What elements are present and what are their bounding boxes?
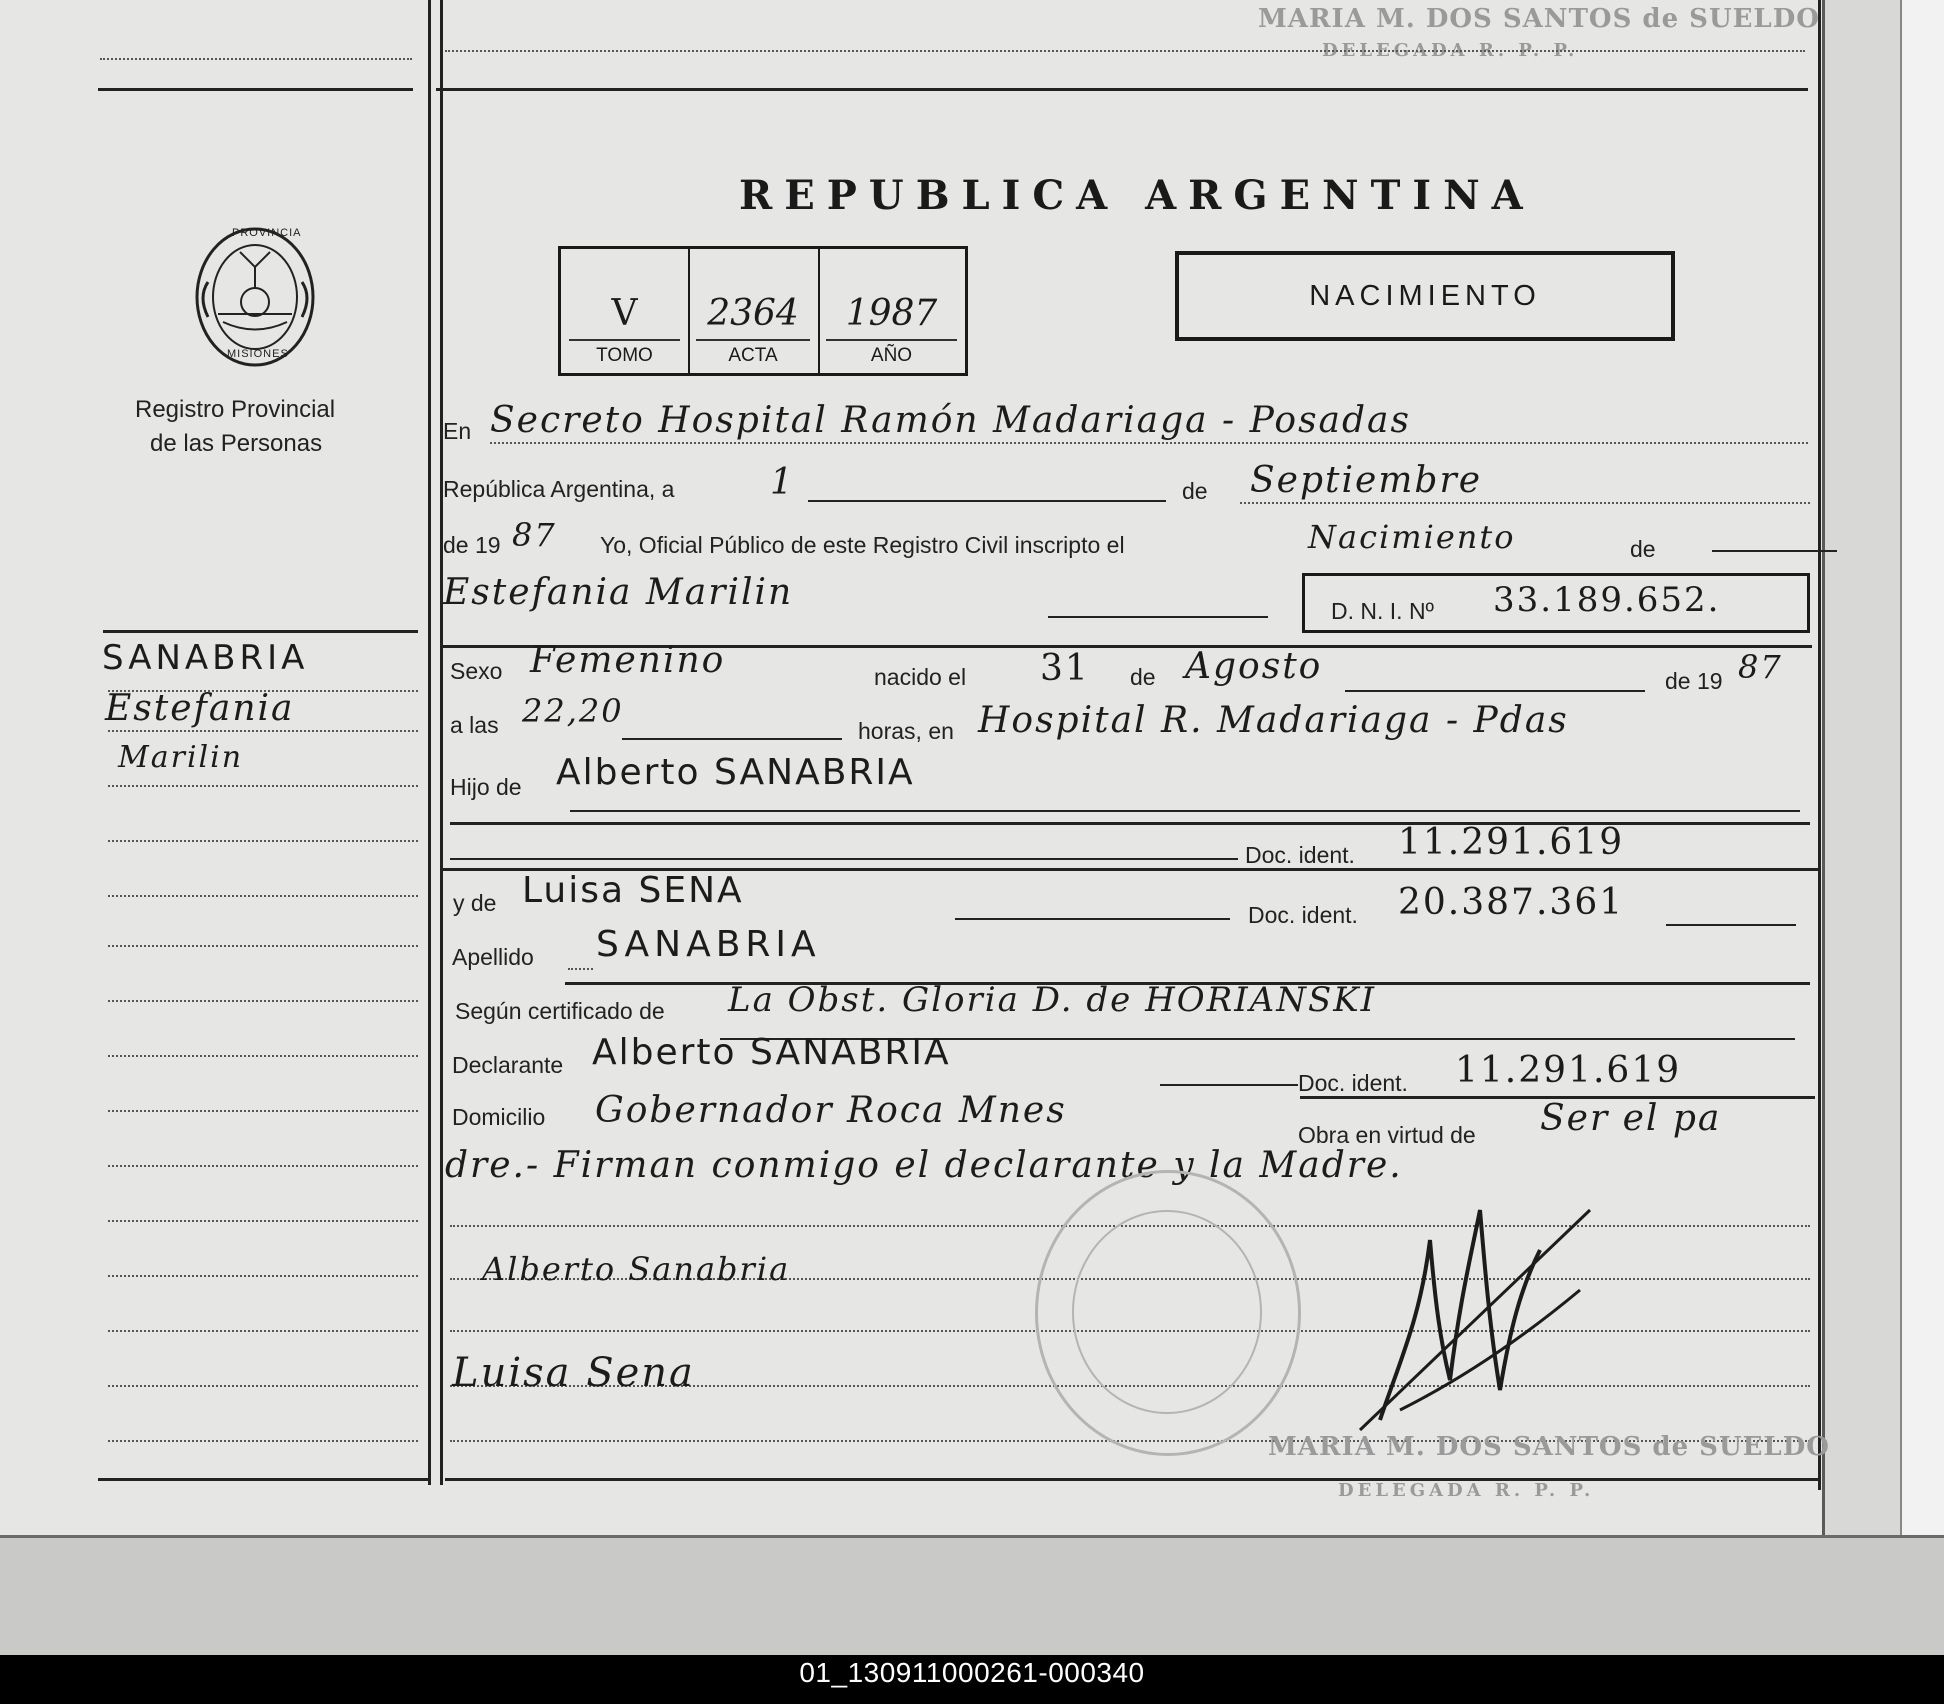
nacido-label: nacido el	[874, 664, 967, 690]
bottom-stamp-role: DELEGADA R. P. P.	[1338, 1480, 1595, 1501]
seal-top-text: PROVINCIA	[232, 227, 302, 239]
dotted-line	[108, 730, 418, 732]
oficial-text: Yo, Oficial Público de este Registro Civil inscripto el	[600, 532, 1125, 558]
dotted-line	[108, 1220, 418, 1222]
anio-cell	[818, 249, 965, 373]
en-label: En	[443, 418, 472, 444]
mother-line	[955, 918, 1230, 920]
month-line	[1345, 690, 1645, 692]
birth-year: 87	[1738, 648, 1783, 686]
anio-underline	[826, 339, 957, 341]
dotted-line	[108, 1385, 418, 1387]
hour-value: 22,20	[522, 692, 624, 730]
dotted-line	[445, 50, 1805, 52]
anio-label: AÑO	[870, 345, 913, 366]
image-caption: 01_130911000261-000340	[799, 1657, 1145, 1688]
de2-line	[1712, 550, 1837, 552]
dni-value: 33.189.652.	[1493, 580, 1721, 620]
alas-label: a las	[450, 712, 499, 738]
inscribed-value: Nacimiento	[1308, 518, 1516, 556]
de-label: de	[1182, 478, 1208, 504]
record-reference-box	[558, 246, 968, 376]
dotted-line	[1240, 502, 1810, 504]
child-name-line	[1048, 616, 1268, 618]
declarante-value: Alberto SANABRIA	[592, 1032, 951, 1073]
bottom-stamp-name: MARIA M. DOS SANTOS de SUELDO	[1268, 1432, 1830, 1462]
dotted-line	[108, 1165, 418, 1167]
tomo-cell	[561, 249, 690, 373]
acta-label: ACTA	[728, 345, 778, 366]
margin-surname: SANABRIA	[102, 638, 309, 678]
place-value: Hospital R. Madariaga - Pdas	[978, 700, 1569, 741]
obra-continuation: dre.- Firman conmigo el declarante y la Madre.	[445, 1145, 1403, 1186]
dotted-line	[108, 1000, 418, 1002]
registry-name-line2: de las Personas	[150, 430, 323, 457]
dotted-line	[108, 1055, 418, 1057]
father-name: Alberto SANABRIA	[556, 752, 915, 793]
month-value: Septiembre	[1250, 460, 1482, 501]
acta-value: 2364	[707, 293, 799, 334]
hour-line	[622, 738, 842, 740]
de3-label: de	[1130, 664, 1156, 690]
dotted-line	[108, 1275, 418, 1277]
certificate-value: La Obst. Gloria D. de HORIANSKI	[728, 980, 1377, 1020]
mother-signature: Luisa Sena	[452, 1350, 695, 1396]
left-top-rule	[98, 88, 413, 91]
dotted-line	[108, 1110, 418, 1112]
father-doc-label: Doc. ident.	[1245, 842, 1355, 868]
dotted-line	[490, 442, 1808, 444]
official-round-seal-inner	[1072, 1210, 1262, 1414]
father-signature: Alberto Sanabria	[482, 1250, 791, 1288]
tomo-label: TOMO	[596, 345, 653, 366]
mother-name: Luisa SENA	[522, 870, 744, 911]
mother-doc-line	[1666, 924, 1796, 926]
anio-value: 1987	[845, 293, 938, 334]
country-title: REPUBLICA ARGENTINA	[739, 172, 1535, 219]
declarante-doc-value: 11.291.619	[1455, 1050, 1682, 1091]
registry-name-line1: Registro Provincial	[135, 396, 336, 423]
dotted-line	[108, 1440, 418, 1442]
left-bottom-rule	[98, 1478, 428, 1481]
birth-month: Agosto	[1185, 646, 1323, 687]
top-stamp-name: MARIA M. DOS SANTOS de SUELDO	[1258, 4, 1820, 34]
mother-doc-value: 20.387.361	[1398, 882, 1625, 923]
father-doc-lead-line	[450, 858, 1238, 860]
scanner-background	[0, 1535, 1944, 1658]
declarante-label: Declarante	[452, 1052, 564, 1078]
child-name: Estefania Marilin	[443, 572, 794, 613]
bottom-rule	[445, 1478, 1820, 1481]
declarante-line	[1160, 1084, 1298, 1086]
dotted-line	[568, 968, 593, 970]
year-suffix: 87	[512, 516, 557, 554]
domicilio-label: Domicilio	[452, 1104, 546, 1130]
horas-label: horas, en	[858, 718, 954, 744]
sexo-value: Femenino	[530, 640, 726, 681]
seal-bottom-text: MISIONES	[227, 348, 289, 360]
dotted-line	[108, 840, 418, 842]
dotted-line	[108, 785, 418, 787]
tomo-underline	[569, 339, 680, 341]
year-prefix: de 19	[443, 532, 501, 558]
margin-note-rule	[103, 630, 418, 633]
en-value: Secreto Hospital Ramón Madariaga - Posadas	[490, 400, 1411, 441]
day-value: 1	[770, 462, 795, 503]
father-doc-value: 11.291.619	[1398, 822, 1625, 863]
left-column-divider	[428, 0, 431, 1485]
de2-label: de	[1630, 536, 1656, 562]
apellido-label: Apellido	[452, 944, 534, 970]
record-type-box	[1175, 251, 1675, 341]
left-column-divider-inner	[440, 0, 443, 1485]
obra-label: Obra en virtud de	[1298, 1122, 1476, 1148]
top-stamp-role: DELEGADA R. P. P.	[1322, 40, 1579, 61]
domicilio-value: Gobernador Roca Mnes	[595, 1090, 1067, 1131]
sexo-label: Sexo	[450, 658, 503, 684]
mother-doc-label: Doc. ident.	[1248, 902, 1358, 928]
dotted-line	[108, 945, 418, 947]
dni-box	[1302, 573, 1810, 633]
acta-cell	[688, 249, 820, 373]
dni-label: D. N. I. Nº	[1331, 598, 1434, 624]
father-line	[570, 810, 1800, 812]
page-edge-fold	[1900, 0, 1944, 1660]
record-type-label: NACIMIENTO	[1309, 279, 1541, 312]
republica-label: República Argentina, a	[443, 476, 675, 502]
tomo-value: V	[611, 293, 638, 334]
de19-label: de 19	[1665, 668, 1723, 694]
margin-name2: Marilin	[118, 740, 244, 775]
segun-label: Según certificado de	[455, 998, 665, 1024]
obra-value: Ser el pa	[1540, 1098, 1722, 1139]
dotted-line	[108, 895, 418, 897]
dotted-line	[108, 1330, 418, 1332]
declarante-doc-label: Doc. ident.	[1298, 1070, 1408, 1096]
top-rule	[436, 88, 1808, 91]
hijo-label: Hijo de	[450, 774, 522, 800]
birth-day: 31	[1040, 648, 1090, 689]
apellido-value: SANABRIA	[596, 924, 821, 965]
margin-name1: Estefania	[105, 688, 295, 729]
acta-underline	[696, 339, 810, 341]
day-line	[808, 500, 1166, 502]
dotted-line	[100, 58, 412, 60]
registrar-signature-icon	[1340, 1180, 1620, 1440]
right-border	[1818, 0, 1821, 1490]
yde-label: y de	[453, 890, 497, 916]
